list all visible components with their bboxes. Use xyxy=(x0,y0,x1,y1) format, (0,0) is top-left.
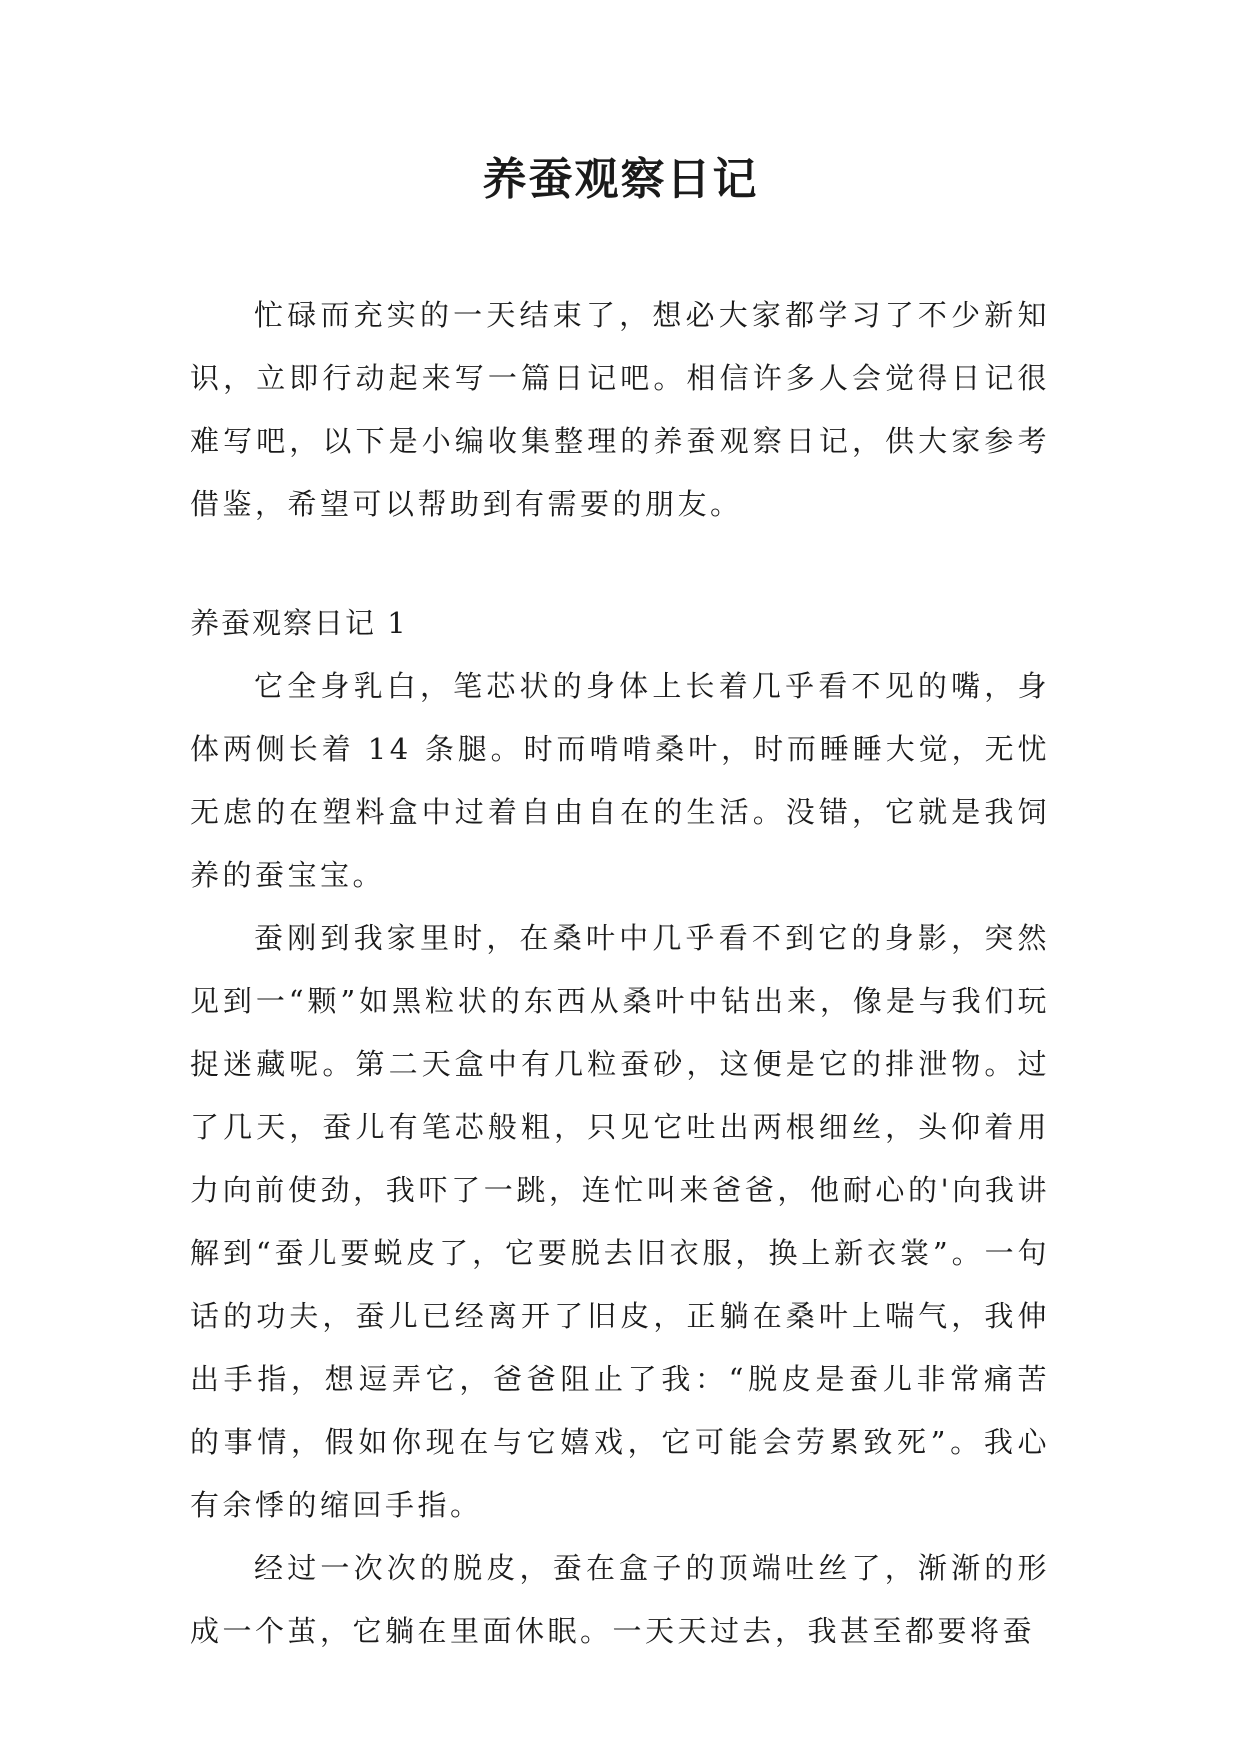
body-paragraph-1: 它全身乳白，笔芯状的身体上长着几乎看不见的嘴，身体两侧长着 14 条腿。时而啃啃桑叶，时而睡睡大觉，无忧无虑的在塑料盒中过着自由自在的生活。没错，它就是我饲养的蚕宝宝。 xyxy=(190,669,1050,892)
body-paragraph-3: 经过一次次的脱皮，蚕在盒子的顶端吐丝了，渐渐的形成一个茧，它躺在里面休眠。一天天过去，我甚至都要将蚕 xyxy=(190,1551,1050,1648)
intro-paragraph: 忙碌而充实的一天结束了，想必大家都学习了不少新知识，立即行动起来写一篇日记吧。相信许多人会觉得日记很难写吧，以下是小编收集整理的养蚕观察日记，供大家参考借鉴，希望可以帮助到有需要的朋友。 xyxy=(190,298,1050,521)
body-paragraph-2: 蚕刚到我家里时，在桑叶中几乎看不到它的身影，突然见到一“颗”如黑粒状的东西从桑叶中钻出来，像是与我们玩捉迷藏呢。第二天盒中有几粒蚕砂，这便是它的排泄物。过了几天，蚕儿有笔芯般粗，只见它吐出两根细丝，头仰着用力向前使劲，我吓了一跳，连忙叫来爸爸，他耐心的'向我讲解到“蚕儿要蜕皮了，它要脱去旧衣服，换上新衣裳”。一句话的功夫，蚕儿已经离开了旧皮，正躺在桑叶上喘气，我伸出手指，想逗弄它，爸爸阻止了我：“脱皮是蚕儿非常痛苦的事情，假如你现在与它嬉戏，它可能会劳累致死”。我心有余悸的缩回手指。 xyxy=(190,921,1050,1522)
document-body xyxy=(190,284,1050,1663)
section-heading: 养蚕观察日记 1 xyxy=(190,606,408,640)
document-title: 养蚕观察日记 xyxy=(482,154,759,205)
